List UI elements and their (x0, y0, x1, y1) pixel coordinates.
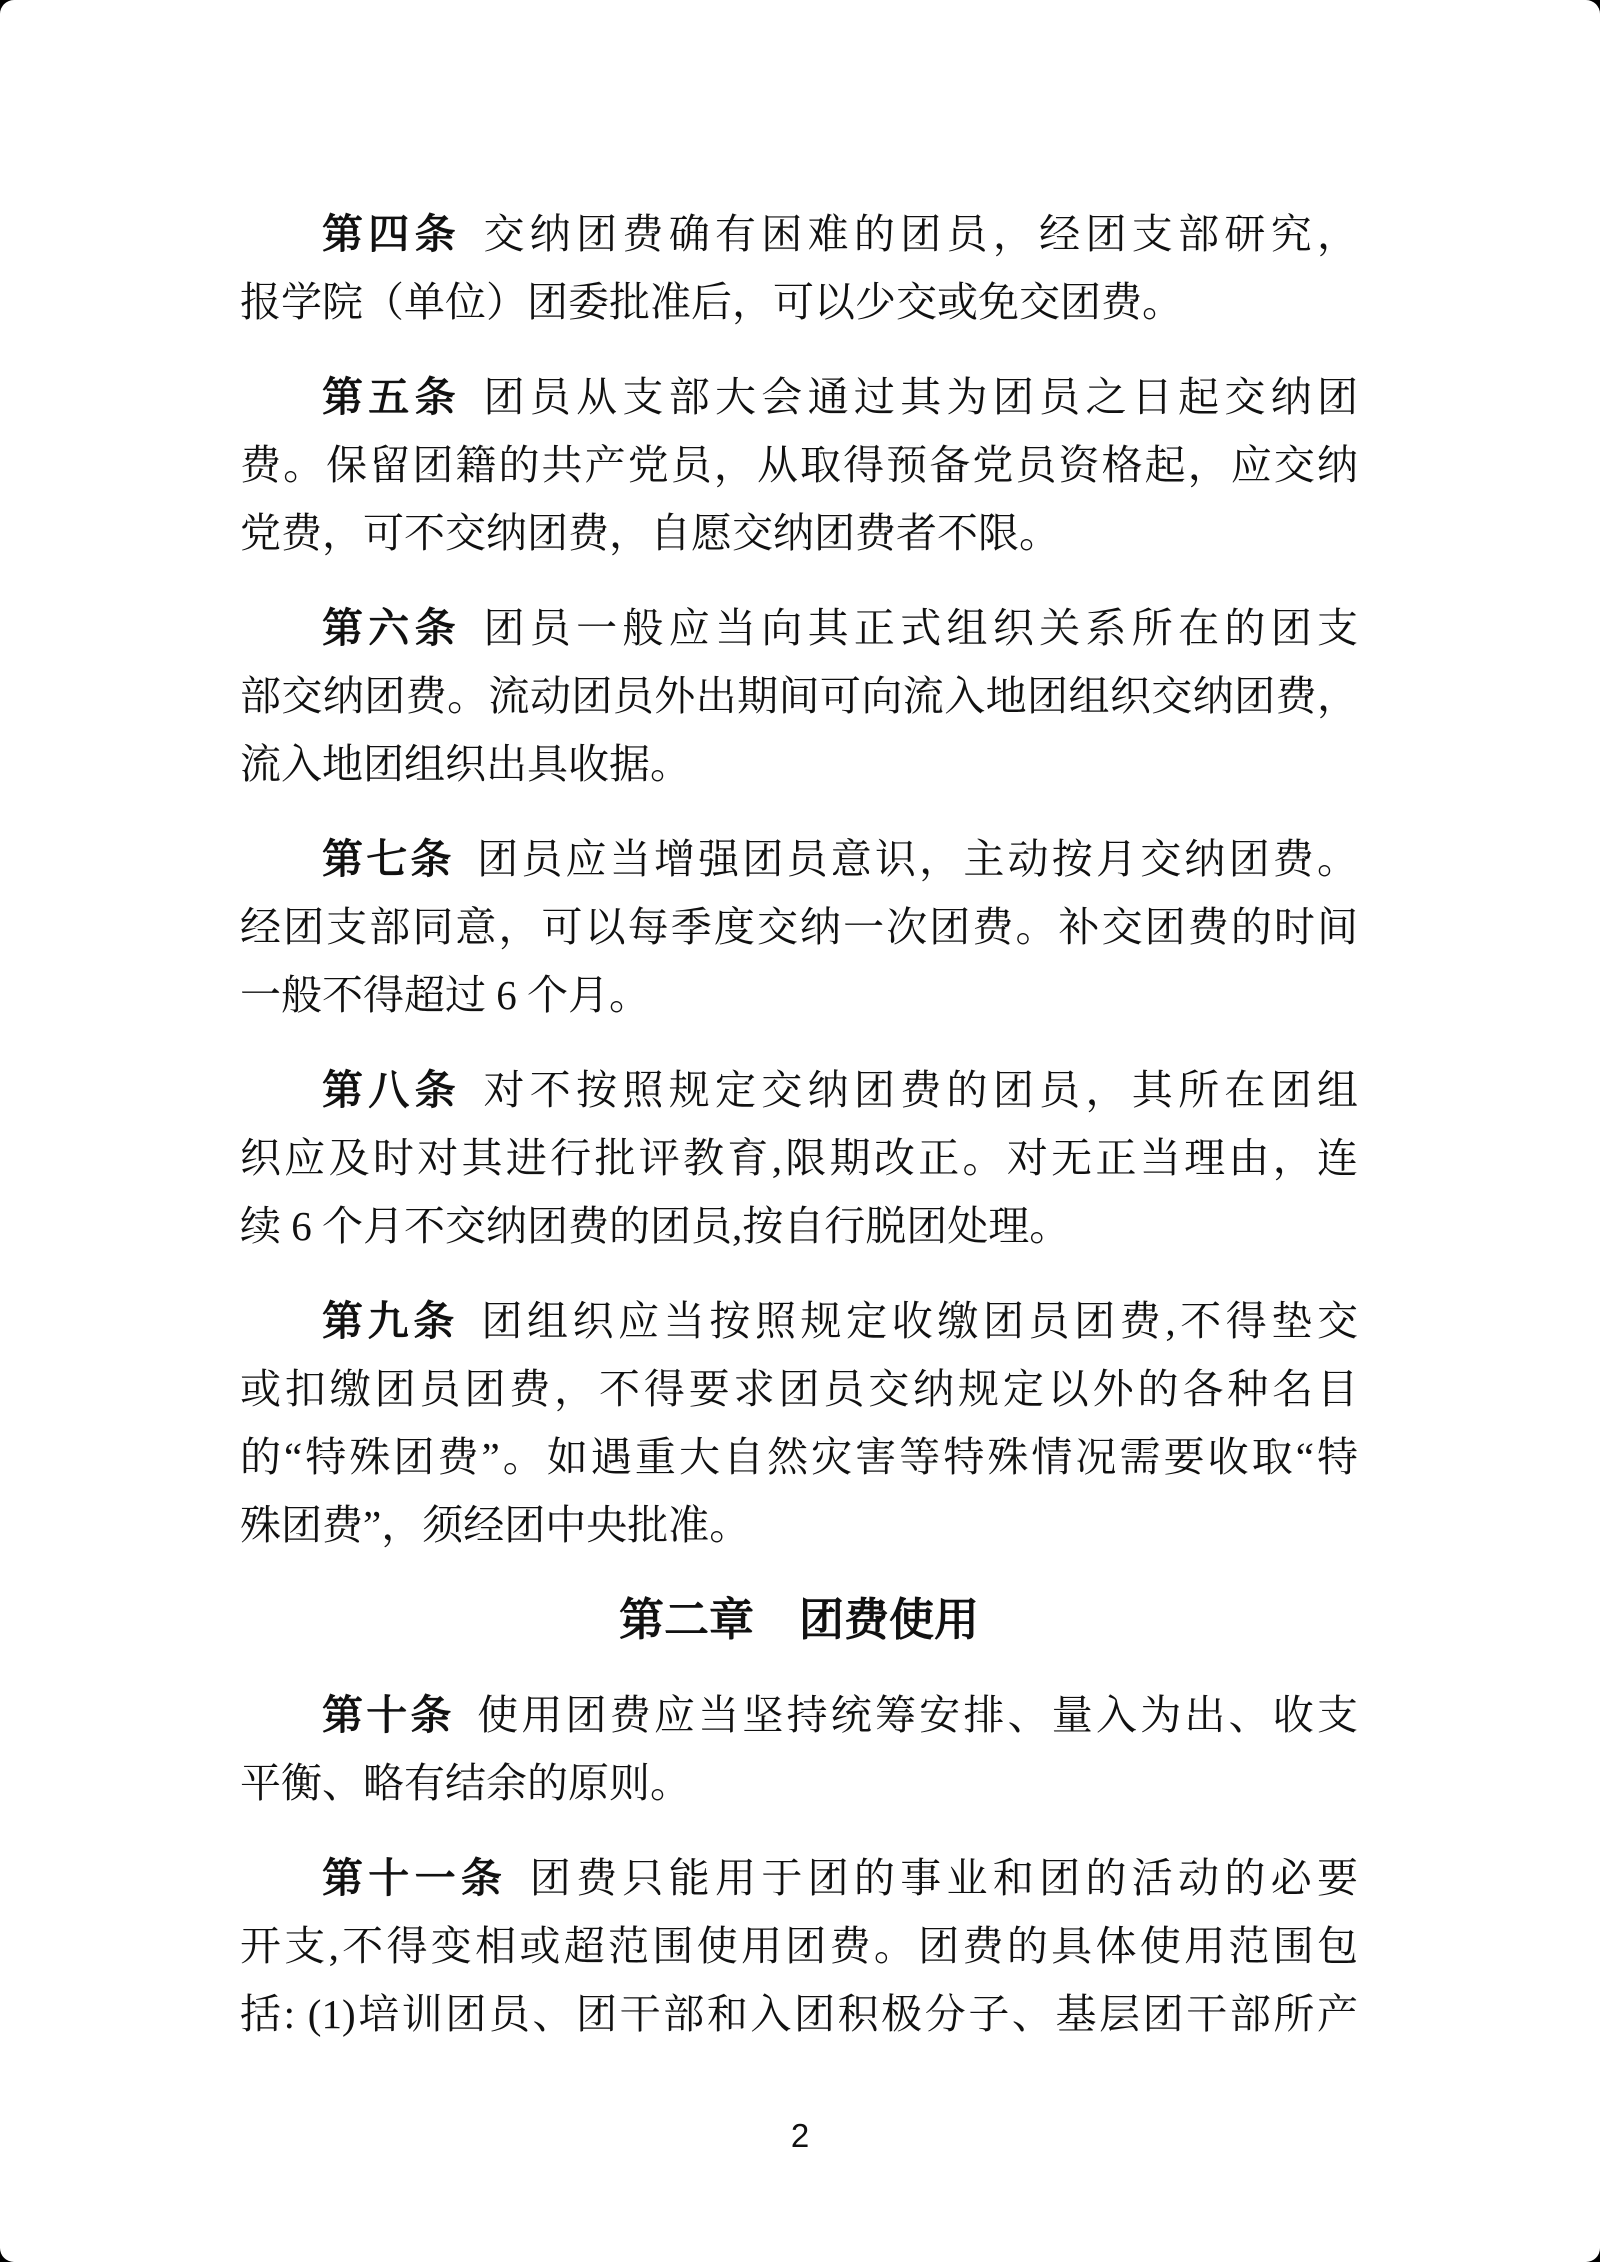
document-body (240, 200, 1358, 2048)
article-paragraph (240, 825, 1358, 1029)
text-line: 续 6 个月不交纳团费的团员,按自行脱团处理。 (240, 1203, 1071, 1249)
text-line (240, 200, 1358, 268)
article-number: 第八条 (322, 1067, 461, 1113)
article-text: 团费只能用于团的事业和团的活动的必要 (529, 1855, 1359, 1901)
text-line: 流入地团组织出具收据。 (240, 741, 691, 787)
text-line: 殊团费”，须经团中央批准。 (240, 1502, 751, 1548)
article-number: 第七条 (322, 836, 455, 882)
article-paragraph (240, 1056, 1358, 1260)
text-line: 开支,不得变相或超范围使用团费。团费的具体使用范围包 (240, 1923, 1358, 1969)
article-text: 对不按照规定交纳团费的团员，其所在团组 (483, 1067, 1358, 1113)
article-paragraph (240, 1844, 1358, 2048)
article-paragraph (240, 363, 1358, 567)
article-number: 第六条 (322, 605, 461, 651)
text-line (240, 1681, 1358, 1749)
text-line (240, 1287, 1358, 1355)
text-line: 括: (1)培训团员、团干部和入团积极分子、基层团干部所产 (240, 1991, 1358, 2037)
text-line: 平衡、略有结余的原则。 (240, 1760, 691, 1806)
article-paragraph (240, 1287, 1358, 1559)
text-line (240, 825, 1358, 893)
article-text: 使用团费应当坚持统筹安排、量入为出、收支 (477, 1692, 1358, 1738)
text-line: 一般不得超过 6 个月。 (240, 972, 650, 1018)
chapter-heading: 第二章 团费使用 (618, 1594, 979, 1645)
text-line (240, 363, 1358, 431)
article-paragraph (240, 1681, 1358, 1817)
article-number: 第九条 (322, 1298, 459, 1344)
article-text: 团员一般应当向其正式组织关系所在的团支 (483, 605, 1358, 651)
text-line (240, 1056, 1358, 1124)
article-paragraph (240, 594, 1358, 798)
text-line (240, 1844, 1358, 1912)
article-number: 第四条 (322, 211, 461, 257)
text-line: 费。保留团籍的共产党员，从取得预备党员资格起，应交纳 (240, 442, 1358, 488)
text-line: 党费，可不交纳团费，自愿交纳团费者不限。 (240, 510, 1060, 556)
text-line: 织应及时对其进行批评教育,限期改正。对无正当理由，连 (240, 1135, 1358, 1181)
article-number: 第十条 (322, 1692, 455, 1738)
text-line: 经团支部同意，可以每季度交纳一次团费。补交团费的时间 (240, 904, 1358, 950)
article-text: 交纳团费确有困难的团员，经团支部研究， (483, 211, 1358, 257)
article-number: 第五条 (322, 374, 461, 420)
article-number: 第十一条 (322, 1855, 508, 1901)
text-line: 的“特殊团费”。如遇重大自然灾害等特殊情况需要收取“特 (240, 1434, 1358, 1480)
text-line: 部交纳团费。流动团员外出期间可向流入地团组织交纳团费， (240, 673, 1358, 719)
text-line (240, 594, 1358, 662)
article-text: 团组织应当按照规定收缴团员团费,不得垫交 (481, 1298, 1359, 1344)
article-text: 团员应当增强团员意识，主动按月交纳团费。 (477, 836, 1358, 882)
page-number: 2 (790, 2117, 810, 2154)
text-line: 报学院（单位）团委批准后，可以少交或免交团费。 (240, 279, 1183, 325)
text-line: 或扣缴团员团费，不得要求团员交纳规定以外的各种名目 (240, 1366, 1358, 1412)
article-text: 团员从支部大会通过其为团员之日起交纳团 (483, 374, 1358, 420)
article-paragraph (240, 200, 1358, 336)
